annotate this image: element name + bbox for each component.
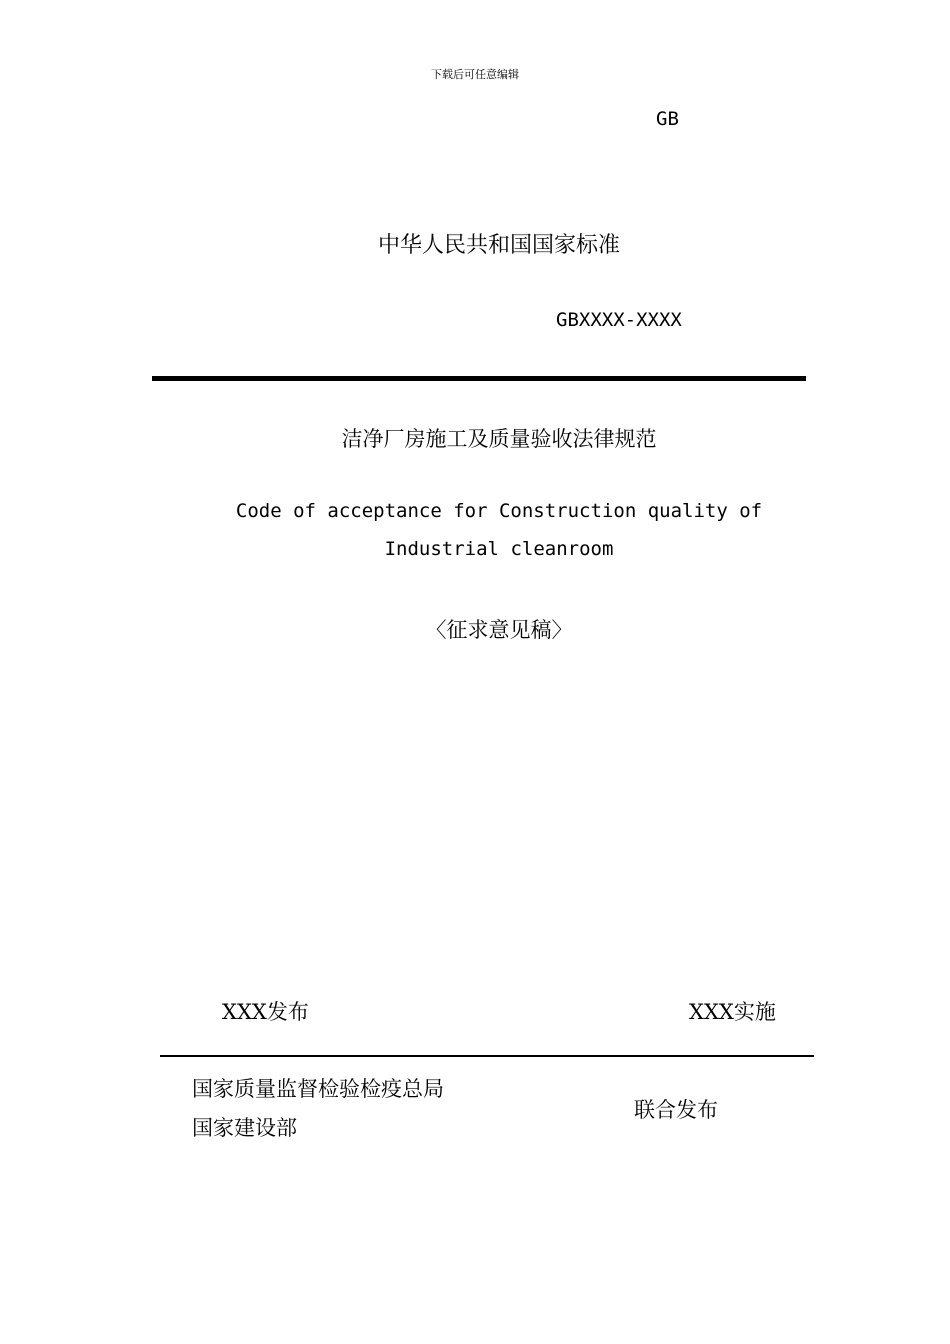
- thin-divider: [160, 1055, 814, 1057]
- issuer-item: 国家质量监督检验检疫总局: [192, 1077, 444, 1101]
- document-title-en-line2: Industrial cleanroom: [384, 538, 614, 560]
- implement-label: XXX实施: [689, 1000, 776, 1024]
- publish-label: XXX发布: [222, 1000, 309, 1024]
- standard-number: GBXXXX-XXXX: [556, 309, 682, 331]
- document-title-cn: 洁净厂房施工及质量验收法律规范: [341, 427, 657, 451]
- gb-mark: GB: [656, 108, 679, 130]
- issuer-item: 国家建设部: [192, 1116, 297, 1140]
- thick-divider: [152, 376, 806, 381]
- joint-issue-label: 联合发布: [634, 1098, 718, 1122]
- national-standard-heading: 中华人民共和国国家标准: [377, 233, 620, 258]
- draft-label: 〈征求意见稿〉: [425, 618, 573, 642]
- document-title-en-line1: Code of acceptance for Construction quality of: [235, 500, 763, 522]
- header-note: 下载后可任意编辑: [431, 68, 519, 81]
